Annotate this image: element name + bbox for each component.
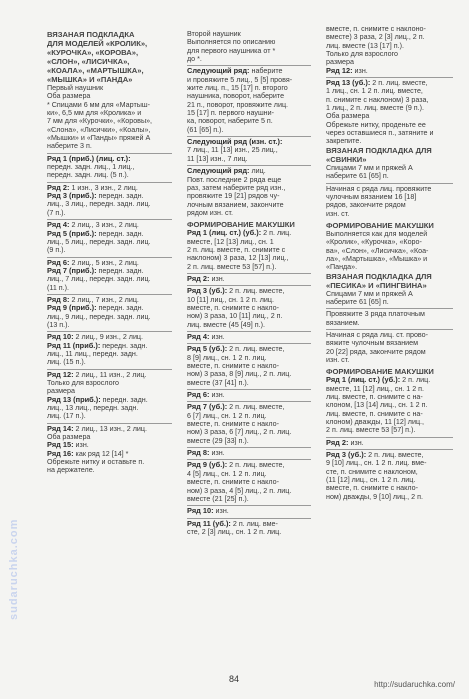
- instruction-line: ном) 3 раза, 10 [11] лиц., 2 п.: [187, 312, 283, 321]
- row-text: наберите: [249, 67, 283, 76]
- note-line: «Слона», «Лисички», «Коалы»,: [47, 125, 151, 134]
- instruction-line: 9 [10] лиц., сн. 1 2 п. лиц. вме-: [326, 459, 427, 468]
- instruction-line: и провяжите 5 лиц., 5 [5] провя-: [187, 75, 293, 84]
- instruction-line: вместе (37 [41] п.).: [187, 378, 249, 387]
- instruction-line: (13 п.).: [47, 320, 70, 329]
- row-text: 2 лиц., 13 изн., 2 лиц.: [73, 424, 147, 433]
- instruction-line: (11 [12] лиц., сн. 1 2 п. лиц.: [326, 476, 416, 485]
- row-instruction: [187, 345, 311, 353]
- note-line: 7 мм для «Курочки», «Коровы»,: [47, 117, 153, 126]
- row-label: Ряд 3 (уб.):: [187, 286, 228, 296]
- instruction-line: ном) 3 раза, 8 [9] лиц., 2 п. лиц.: [187, 370, 292, 379]
- row-instruction: [326, 376, 453, 384]
- subheading: Оба размера: [47, 433, 91, 442]
- row-label: Ряд 13 (уб.):: [326, 78, 371, 88]
- row-text: 2 п. лиц. вместе,: [227, 403, 285, 412]
- row-text: 2 п. лиц. вместе,: [366, 451, 424, 460]
- instruction-line: ном) дважды, 9 [10] лиц., 2 п.: [326, 492, 423, 501]
- section-heading: ВЯЗАНАЯ ПОДКЛАДКА ДЛЯ: [326, 145, 432, 155]
- note-line: наберите 3 п.: [47, 142, 92, 151]
- instruction-line: сте, п. снимите с наклоном,: [326, 467, 418, 476]
- section-heading: ДЛЯ МОДЕЛЕЙ «КРОЛИК»,: [47, 39, 148, 48]
- instruction-line: вместе, п. снимите с накло-: [326, 484, 418, 493]
- row-label: Ряд 9 (уб.):: [187, 460, 228, 470]
- site-url[interactable]: http://sudaruchka.com/: [374, 680, 455, 689]
- instruction-line: лиц. (15 п.).: [47, 358, 86, 367]
- row-label: Ряд 1 (лиц. ст.) (уб.):: [187, 228, 262, 238]
- row-label: Ряд 3 (уб.):: [326, 450, 367, 460]
- section-heading: «СВИНКИ»: [326, 154, 367, 164]
- instruction-line: 15 [17] п. первого наушни-: [187, 109, 274, 118]
- instruction-line: Выполняется по описанию: [187, 38, 276, 47]
- row-text: лиц.: [249, 167, 266, 176]
- instruction-line: вместе, п. снимите с накло-: [187, 420, 279, 429]
- instruction-line: рядом изн. ст.: [187, 208, 233, 217]
- row-text: как ряд 12 [14] *: [73, 449, 129, 458]
- instruction-line: закрепите.: [326, 137, 362, 146]
- instruction-line: передн. задн. лиц., 1 лиц.,: [47, 163, 135, 172]
- row-text: изн.: [73, 441, 89, 450]
- row-text: 2 лиц., 3 изн., 2 лиц.: [69, 221, 139, 230]
- instruction-line: (11 п.).: [47, 283, 69, 292]
- row-label: Ряд 6:: [47, 257, 70, 267]
- instruction-line: вместе, [12 [13] лиц., сн. 1: [187, 237, 274, 246]
- instruction-line: (7 п.).: [47, 208, 66, 217]
- row-label: Ряд 5 (приб.):: [47, 228, 97, 238]
- row-label: Ряд 8:: [187, 448, 210, 458]
- instruction-line: 10 [11] лиц., сн. 1 2 п. лиц.: [187, 295, 274, 304]
- row-instruction: [47, 230, 172, 238]
- instruction-line: вместе (29 [33] п.).: [187, 436, 249, 445]
- row-label: Ряд 2:: [326, 437, 349, 447]
- row-text: 2 п. лиц.: [400, 376, 431, 385]
- instruction-line: Начиная с ряда лиц. ст. прово-: [326, 330, 428, 339]
- instruction-line: провяжите 19 [21] рядов чу-: [187, 192, 280, 201]
- instruction-line: ва», «Слон», «Лисичка», «Коа-: [326, 246, 429, 255]
- row-instruction: [47, 304, 172, 312]
- row-text: изн.: [213, 507, 229, 516]
- row-label: Ряд 4:: [47, 220, 70, 230]
- section-heading: ФОРМИРОВАНИЕ МАКУШКИ: [326, 220, 434, 230]
- instruction-line: Выполняется как для моделей: [326, 229, 428, 238]
- row-text: изн.: [348, 438, 364, 447]
- instruction-line: лиц. (17 п.).: [47, 412, 86, 421]
- instruction-line: лиц., 13 лиц., передн. задн.: [47, 404, 139, 413]
- instruction-line: лиц., 5 лиц., передн. задн. лиц.: [47, 237, 151, 246]
- row-label: Следующий ряд:: [187, 166, 250, 176]
- row-text: 1 изн., 3 изн., 2 лиц.: [69, 183, 138, 192]
- instruction-line: вместе, п. снимите с накло-: [187, 478, 279, 487]
- row-label: Ряд 12:: [47, 369, 74, 379]
- row-text: 2 п. лиц. вместе,: [227, 461, 285, 470]
- row-text: изн.: [209, 333, 225, 341]
- row-instruction: [326, 451, 453, 459]
- instruction-line: вместе, п. снимите с накло-: [187, 303, 279, 312]
- row-text: 2 п. лиц. вместе,: [370, 79, 428, 88]
- instruction-line: наберите 61 [65] п.: [326, 172, 389, 181]
- note-line: ки», 6,5 мм для «Кролика» и: [47, 109, 142, 118]
- row-text: передн. задн.: [100, 395, 148, 404]
- subheading: Только для взрослого: [326, 50, 398, 59]
- section-heading: «КУРОЧКА», «КОРОВА»,: [47, 48, 139, 57]
- instruction-line: (61 [65] п.).: [187, 125, 224, 134]
- instruction-line: передн. задн. лиц. (5 п.).: [47, 171, 129, 180]
- row-instruction: [47, 267, 172, 275]
- instruction-line: (9 п.).: [47, 246, 66, 255]
- instruction-line: 2 п. лиц. вместе, п. снимите с: [187, 245, 286, 254]
- instruction-line: лиц., 3 лиц., передн. задн. лиц.: [47, 200, 151, 209]
- row-label: Ряд 15:: [47, 440, 74, 450]
- row-instruction: [187, 167, 311, 175]
- row-instruction: [47, 192, 172, 200]
- subheading: Оба размера: [47, 92, 91, 101]
- row-instruction: [47, 396, 172, 404]
- instruction-line: сте, 2 [3] лиц., сн. 1 2 п. лиц.: [187, 527, 282, 536]
- instruction-line: 4 [5] лиц., сн. 1 2 п. лиц.: [187, 469, 267, 478]
- instruction-line: Провяжите 3 ряда платочным: [326, 310, 425, 319]
- row-label: Ряд 1 (приб.) (лиц. ст.):: [47, 153, 131, 163]
- instruction-line: лиц. вместе (13 [17] п.).: [326, 41, 404, 50]
- instruction-line: «Панда».: [326, 263, 358, 272]
- instruction-line: ном) 3 раза, 4 [5] лиц., 2 п. лиц.: [187, 486, 292, 495]
- instruction-line: рядов, закончите рядом: [326, 201, 406, 210]
- row-label: Ряд 3 (приб.):: [47, 191, 97, 201]
- row-instruction: [187, 461, 311, 469]
- row-text: 2 лиц., 11 изн., 2 лиц.: [73, 370, 147, 379]
- instruction-line: Обрежьте нитку, проденьте ее: [326, 120, 426, 129]
- row-text: 2 лиц., 9 изн., 2 лиц.: [73, 333, 144, 342]
- instruction-line: 21 п., поворот, провяжите лиц.: [187, 100, 289, 109]
- instruction-line: вязанием.: [326, 318, 360, 327]
- column-right: [326, 25, 453, 501]
- instruction-line: вместе, 11 [12] лиц., сн. 1 2 п.: [326, 384, 425, 393]
- row-text: 2 лиц., 7 изн., 2 лиц.: [69, 295, 139, 304]
- instruction-line: изн. ст.: [326, 356, 350, 364]
- instruction-line: наклоном) 3 раза, 12 [13] лиц.,: [187, 254, 289, 263]
- section-heading: ФОРМИРОВАНИЕ МАКУШКИ: [326, 367, 434, 377]
- row-label: Ряд 10:: [47, 332, 74, 342]
- row-label: Ряд 9 (приб.):: [47, 303, 97, 313]
- row-label: Ряд 11 (уб.):: [187, 518, 231, 528]
- row-instruction: [187, 333, 311, 341]
- row-text: изн.: [352, 66, 368, 75]
- instruction-line: раз, затем наберите ряд изн.,: [187, 183, 286, 192]
- instruction-line: 2 п. лиц. вместе 53 [57] п.).: [326, 426, 416, 435]
- instruction-line: лиц., 7 лиц., передн. задн. лиц.: [47, 275, 151, 284]
- row-instruction: [187, 287, 311, 295]
- divider: [326, 183, 453, 184]
- note-line: «Мышки» и «Панды» пряжей А: [47, 134, 151, 143]
- instruction-line: 7 лиц., 11 [13] изн., 25 лиц.,: [187, 146, 278, 155]
- subheading: Оба размера: [326, 112, 370, 121]
- section-heading: «КОАЛА», «МАРТЫШКА»,: [47, 66, 144, 75]
- row-instruction: [187, 391, 311, 399]
- instruction-line: вяжите чулочным вязанием: [326, 339, 419, 348]
- subheading: Второй наушник: [187, 30, 241, 38]
- row-text: 2 п. лиц. вместе,: [227, 287, 285, 296]
- instruction-line: ка, поворот, наберите 5 п.: [187, 117, 273, 126]
- row-instruction: [47, 450, 172, 458]
- row-instruction: [326, 79, 453, 87]
- instruction-line: наушника, поворот, наберите: [187, 92, 285, 101]
- instruction-line: 20 [22] ряда, закончите рядом: [326, 347, 426, 356]
- row-instruction: [187, 403, 311, 411]
- instruction-line: Начиная с ряда лиц. провяжите: [326, 184, 432, 193]
- row-label: Ряд 8:: [47, 294, 70, 304]
- column-middle: [187, 30, 311, 536]
- section-heading: «СЛОН», «ЛИСИЧКА»,: [47, 57, 130, 66]
- column-left: [47, 30, 172, 475]
- row-text: изн.: [209, 449, 225, 458]
- instruction-line: 6 [7] лиц., сн. 1 2 п. лиц.: [187, 411, 267, 420]
- row-instruction: [187, 507, 311, 515]
- row-text: передн. задн.: [96, 266, 144, 275]
- divider: [326, 329, 453, 330]
- row-instruction: [187, 449, 311, 457]
- row-instruction: [187, 275, 311, 283]
- instruction-line: через оставшиеся п., затяните и: [326, 129, 434, 138]
- instruction-line: ном) 3 раза, 6 [7] лиц., 2 п. лиц.: [187, 428, 292, 437]
- row-instruction: [47, 425, 172, 433]
- instruction-line: вместе, п. снимите с наклоно-: [326, 25, 426, 33]
- section-heading: ВЯЗАНАЯ ПОДКЛАДКА ДЛЯ: [326, 271, 432, 281]
- instruction-line: п. снимите с наклоном) 3 раза,: [326, 95, 429, 104]
- instruction-line: клоном, [13 [14] лиц., сн. 1 2 п.: [326, 401, 428, 410]
- instruction-line: наберите 61 [65] п.: [326, 297, 389, 306]
- row-instruction: [187, 138, 311, 146]
- row-label: Ряд 16:: [47, 448, 74, 458]
- row-label: Ряд 13 (приб.):: [47, 394, 101, 404]
- row-label: Ряд 7 (уб.):: [187, 402, 228, 412]
- instruction-line: 1 лиц., 2 п. лиц. вместе (9 п.).: [326, 104, 425, 113]
- instruction-line: Обрежьте нитку и оставьте п.: [47, 458, 145, 467]
- instruction-line: для первого наушника от *: [187, 46, 276, 55]
- instruction-line: лиц. вместе, п. снимите с на-: [326, 393, 423, 402]
- instruction-line: Спицами 7 мм и пряжей А: [326, 163, 413, 172]
- row-label: Ряд 2:: [187, 273, 210, 283]
- row-label: Ряд 5 (уб.):: [187, 344, 228, 354]
- watermark: sudaruchka.com: [8, 518, 20, 620]
- instruction-line: лиц., 9 лиц., передн. задн. лиц.: [47, 312, 151, 321]
- row-text: 2 п. лиц. вме-: [230, 519, 278, 528]
- row-label: Следующий ряд (изн. ст.):: [187, 137, 283, 147]
- instruction-line: 8 [9] лиц., сн. 1 2 п. лиц.: [187, 353, 267, 362]
- row-text: 2 п. лиц.: [261, 229, 292, 238]
- instruction-line: до *.: [187, 55, 202, 64]
- instruction-line: 1 лиц., сн. 1 2 п. лиц. вместе,: [326, 87, 423, 96]
- subheading: Первый наушник: [47, 84, 104, 92]
- row-label: Ряд 12:: [326, 65, 353, 75]
- row-instruction: [326, 67, 453, 75]
- row-instruction: [187, 229, 311, 237]
- row-instruction: [187, 520, 311, 528]
- instruction-line: «Кролик», «Курочка», «Коро-: [326, 238, 422, 247]
- row-text: изн.: [209, 274, 225, 283]
- page-number: 84: [229, 674, 240, 684]
- instruction-line: вместе) 3 раза, 2 [3] лиц., 2 п.: [326, 33, 425, 42]
- section-heading: ФОРМИРОВАНИЕ МАКУШКИ: [187, 220, 295, 230]
- note-line: * Спицами 6 мм для «Мартыш-: [47, 100, 150, 109]
- instruction-line: изн. ст.: [326, 209, 350, 218]
- row-text: 2 лиц., 5 изн., 2 лиц.: [69, 258, 139, 267]
- row-instruction: [187, 67, 311, 75]
- row-label: Ряд 7 (приб.):: [47, 265, 97, 275]
- instruction-line: клоном) дважды, 11 [12] лиц.,: [326, 418, 425, 427]
- section-heading: ВЯЗАНАЯ ПОДКЛАДКА: [47, 30, 135, 39]
- row-label: Ряд 11 (приб.):: [47, 340, 101, 350]
- instruction-line: лиц. вместе (45 [49] п.).: [187, 320, 265, 329]
- row-text: 2 п. лиц. вместе,: [227, 345, 285, 354]
- row-label: Ряд 1 (лиц. ст.) (уб.):: [326, 375, 401, 385]
- row-text: передн. задн.: [96, 192, 144, 201]
- row-instruction: [326, 439, 453, 447]
- section-heading: «ПЕСИКА» И «ПИНГВИНА»: [326, 280, 427, 290]
- row-instruction: [47, 155, 172, 163]
- instruction-line: лочным вязанием, закончите: [187, 200, 284, 209]
- instruction-line: 2 п. лиц. вместе 53 [57] п.).: [187, 262, 277, 271]
- instruction-line: лиц., 11 лиц., передн. задн.: [47, 349, 138, 358]
- instruction-line: на держателе.: [47, 466, 95, 475]
- row-text: передн. задн.: [96, 304, 144, 313]
- row-instruction: [47, 371, 172, 379]
- row-instruction: [47, 342, 172, 350]
- instruction-line: Спицами 7 мм и пряжей А: [326, 289, 413, 298]
- row-label: Следующий ряд:: [187, 66, 250, 76]
- row-text: передн. задн.: [100, 341, 148, 350]
- instruction-line: жите лиц. п., 15 [17] п. второго: [187, 84, 288, 93]
- subheading: Только для взрослого: [47, 379, 119, 387]
- instruction-line: ла», «Мартышка», «Мышка» и: [326, 254, 428, 263]
- row-text: изн.: [209, 391, 225, 400]
- subheading: размера: [326, 58, 354, 67]
- row-label: Ряд 4:: [187, 332, 210, 341]
- row-text: передн. задн.: [96, 229, 144, 238]
- instruction-line: лиц. вместе, п. снимите с на-: [326, 409, 423, 418]
- instruction-line: вместе, п. снимите с накло-: [187, 362, 279, 371]
- row-label: Ряд 2:: [47, 182, 70, 192]
- instruction-line: вместе (21 [25] п.).: [187, 494, 249, 503]
- row-label: Ряд 6:: [187, 390, 210, 400]
- instruction-line: 11 [13] изн., 7 лиц.: [187, 154, 248, 163]
- instruction-line: Повт. последние 2 ряда еще: [187, 175, 282, 184]
- section-heading: «МЫШКА» И «ПАНДА»: [47, 75, 133, 84]
- subheading: размера: [47, 387, 75, 396]
- divider: [326, 308, 453, 309]
- row-label: Ряд 10:: [187, 506, 214, 516]
- row-label: Ряд 14:: [47, 423, 74, 433]
- instruction-line: чулочным вязанием 16 [18]: [326, 192, 417, 201]
